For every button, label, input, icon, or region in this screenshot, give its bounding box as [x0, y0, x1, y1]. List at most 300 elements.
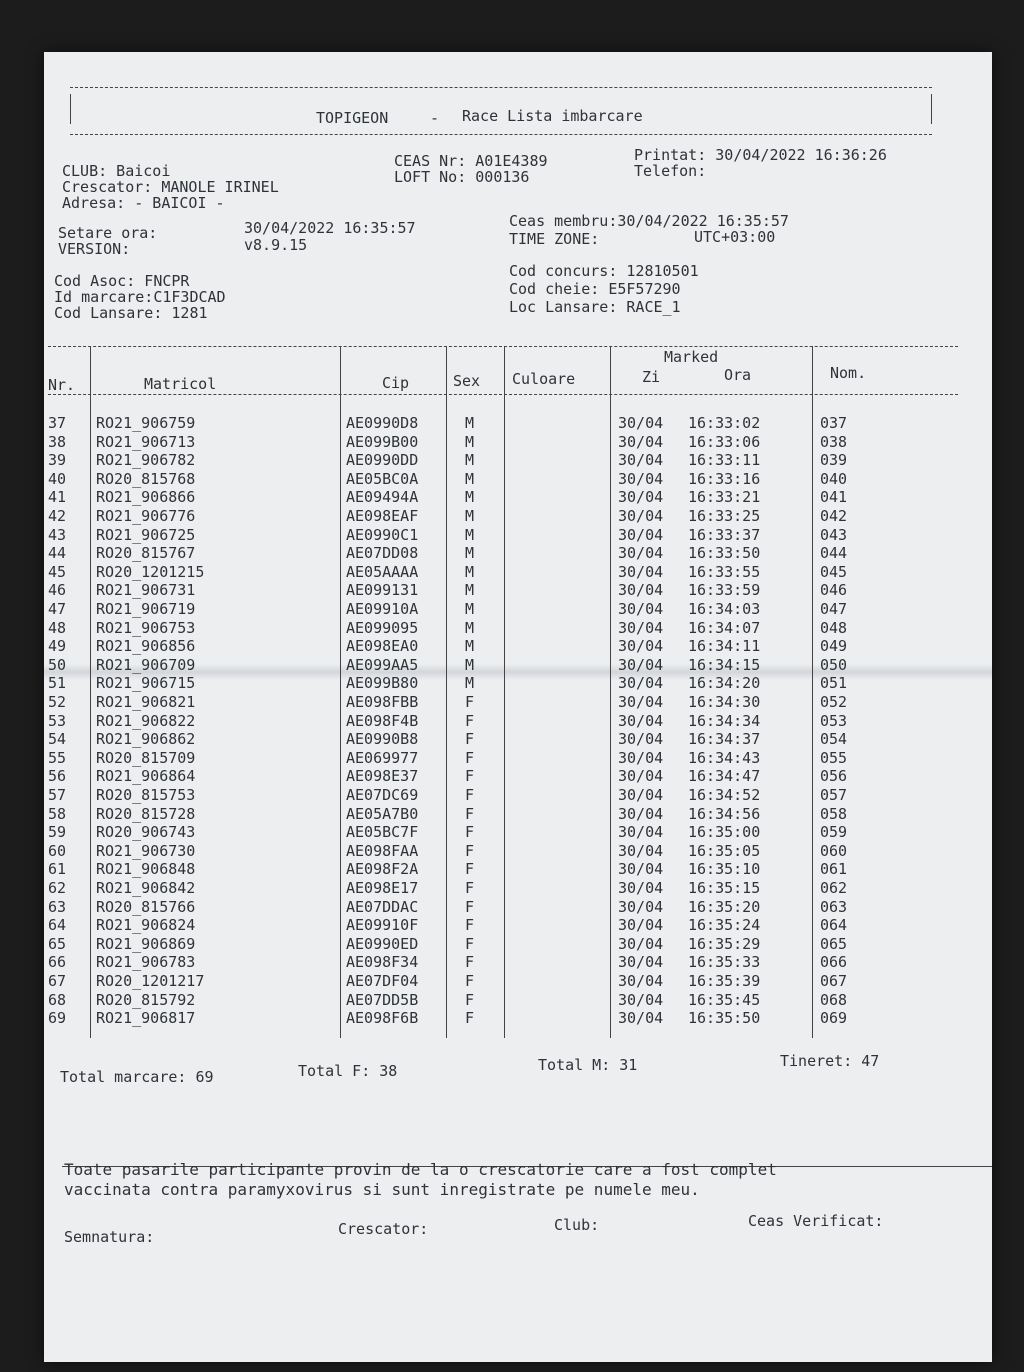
- row-nom: 059: [820, 823, 848, 842]
- row-zi: 30/04: [618, 507, 664, 525]
- row-matricol: RO20_906743: [96, 823, 196, 842]
- row-ora: 16:35:05: [688, 841, 761, 860]
- app-name: TOPIGEON: [316, 109, 389, 127]
- row-nr: 65: [48, 934, 67, 953]
- total-tineret: Tineret: 47: [780, 1052, 880, 1070]
- row-sex: F: [465, 693, 475, 711]
- row-ora: 16:35:45: [688, 990, 761, 1009]
- cod-lansare-text: Cod Lansare: 1281: [54, 304, 208, 322]
- row-cip: AE07DC69: [346, 786, 419, 804]
- col-header-sex: Sex: [453, 372, 481, 390]
- row-matricol: RO21_906725: [96, 525, 196, 544]
- row-nr: 55: [48, 748, 67, 767]
- row-ora: 16:34:43: [688, 748, 761, 767]
- row-nom: 047: [820, 600, 848, 618]
- table-row: [44, 544, 992, 562]
- row-sex: F: [465, 804, 475, 823]
- row-cip: AE098F34: [346, 953, 419, 972]
- row-cip: AE099095: [346, 618, 419, 637]
- row-matricol: RO21_906731: [96, 581, 196, 600]
- row-nom: 062: [820, 879, 848, 897]
- row-matricol: RO20_815792: [96, 990, 196, 1009]
- row-sex: F: [465, 711, 475, 730]
- row-ora: 16:34:56: [688, 804, 761, 823]
- row-matricol: RO21_906759: [96, 414, 196, 432]
- row-nom: 051: [820, 674, 848, 693]
- row-zi: 30/04: [618, 414, 664, 432]
- row-ora: 16:35:10: [688, 860, 761, 879]
- row-matricol: RO21_906864: [96, 767, 196, 786]
- row-nr: 69: [48, 1009, 67, 1028]
- row-zi: 30/04: [618, 916, 664, 935]
- row-ora: 16:34:30: [688, 693, 761, 711]
- table-row: [44, 823, 992, 841]
- row-nom: 063: [820, 897, 848, 916]
- row-ora: 16:35:50: [688, 1009, 761, 1028]
- table-header-rule: [48, 394, 958, 395]
- row-nr: 40: [48, 469, 67, 488]
- row-sex: F: [465, 841, 475, 860]
- time-zone-label: TIME ZONE:: [509, 230, 600, 248]
- row-cip: AE099B00: [346, 432, 419, 451]
- version-value: v8.9.15: [244, 236, 308, 254]
- row-nr: 38: [48, 432, 67, 451]
- row-zi: 30/04: [618, 451, 664, 470]
- row-nr: 41: [48, 488, 67, 507]
- statement-line-1: Toate pasarile participante provin de la o crescatorie care a fost complet: [64, 1160, 777, 1179]
- row-matricol: RO21_906817: [96, 1009, 196, 1028]
- table-row: [44, 674, 992, 692]
- row-ora: 16:34:52: [688, 786, 761, 804]
- ceas-membru-text: Ceas membru:30/04/2022 16:35:57: [509, 212, 789, 230]
- table-row: [44, 712, 992, 730]
- row-cip: AE098F2A: [346, 860, 419, 879]
- col-header-ora: Ora: [724, 366, 752, 384]
- ceas-verificat-label: Ceas Verificat:: [748, 1212, 884, 1230]
- row-matricol: RO21_906783: [96, 953, 196, 972]
- row-nom: 066: [820, 953, 848, 972]
- table-row: [44, 767, 992, 785]
- table-row: [44, 879, 992, 897]
- row-sex: M: [465, 562, 475, 581]
- row-zi: 30/04: [618, 488, 664, 507]
- row-nom: 049: [820, 637, 848, 656]
- row-nr: 54: [48, 730, 67, 749]
- row-nom: 048: [820, 618, 848, 637]
- table-row: [44, 433, 992, 451]
- row-nom: 037: [820, 414, 848, 432]
- row-nr: 52: [48, 693, 67, 711]
- row-matricol: RO20_1201215: [96, 562, 205, 581]
- row-zi: 30/04: [618, 823, 664, 842]
- table-row: [44, 414, 992, 432]
- ceas-nr-text: CEAS Nr: A01E4389: [394, 152, 548, 170]
- row-ora: 16:33:11: [688, 451, 761, 470]
- row-nr: 62: [48, 879, 67, 897]
- row-zi: 30/04: [618, 934, 664, 953]
- table-row: [44, 637, 992, 655]
- col-header-matricol: Matricol: [144, 375, 217, 393]
- adresa-text: Adresa: - BAICOI -: [62, 194, 225, 212]
- row-matricol: RO20_1201217: [96, 972, 205, 990]
- row-nom: 069: [820, 1009, 848, 1028]
- row-matricol: RO20_815766: [96, 897, 196, 916]
- row-nr: 66: [48, 953, 67, 972]
- row-zi: 30/04: [618, 469, 664, 488]
- row-matricol: RO20_815768: [96, 469, 196, 488]
- row-ora: 16:33:25: [688, 507, 761, 525]
- row-sex: M: [465, 432, 475, 451]
- row-zi: 30/04: [618, 748, 664, 767]
- row-zi: 30/04: [618, 432, 664, 451]
- row-matricol: RO21_906862: [96, 730, 196, 749]
- row-cip: AE098FAA: [346, 841, 419, 860]
- row-ora: 16:34:20: [688, 674, 761, 693]
- title-separator: -: [430, 109, 440, 127]
- col-header-cip: Cip: [382, 374, 410, 392]
- row-ora: 16:35:15: [688, 879, 761, 897]
- row-sex: F: [465, 860, 475, 879]
- row-zi: 30/04: [618, 879, 664, 897]
- row-ora: 16:35:20: [688, 897, 761, 916]
- row-cip: AE098F4B: [346, 711, 419, 730]
- row-nom: 045: [820, 562, 848, 581]
- table-top-rule: [48, 346, 958, 347]
- table-row: [44, 953, 992, 971]
- row-cip: AE05BC7F: [346, 823, 419, 842]
- row-zi: 30/04: [618, 711, 664, 730]
- row-nr: 67: [48, 972, 67, 990]
- row-nom: 053: [820, 711, 848, 730]
- time-zone-value: UTC+03:00: [694, 228, 776, 246]
- row-cip: AE09494A: [346, 488, 419, 507]
- row-matricol: RO20_815728: [96, 804, 196, 823]
- row-zi: 30/04: [618, 581, 664, 600]
- row-nom: 046: [820, 581, 848, 600]
- row-cip: AE07DDAC: [346, 897, 419, 916]
- row-nr: 53: [48, 711, 67, 730]
- table-row: [44, 600, 992, 618]
- total-marcare: Total marcare: 69: [60, 1068, 214, 1086]
- row-ora: 16:33:02: [688, 414, 761, 432]
- row-ora: 16:34:11: [688, 637, 761, 656]
- loft-no-text: LOFT No: 000136: [394, 168, 530, 186]
- row-cip: AE05BC0A: [346, 469, 419, 488]
- row-zi: 30/04: [618, 953, 664, 972]
- table-row: [44, 507, 992, 525]
- club-signature-label: Club:: [554, 1216, 600, 1234]
- row-ora: 16:34:03: [688, 600, 761, 618]
- row-cip: AE05A7B0: [346, 804, 419, 823]
- club-text: CLUB: Baicoi: [62, 162, 171, 180]
- row-nom: 056: [820, 767, 848, 786]
- table-row: [44, 488, 992, 506]
- row-nom: 044: [820, 544, 848, 563]
- cod-cheie-text: Cod cheie: E5F57290: [509, 280, 681, 298]
- row-sex: F: [465, 786, 475, 804]
- loc-lansare-text: Loc Lansare: RACE_1: [509, 298, 681, 316]
- row-sex: M: [465, 488, 475, 507]
- id-marcare-text: Id marcare:C1F3DCAD: [54, 288, 226, 306]
- col-header-nr: Nr.: [48, 376, 76, 394]
- row-matricol: RO21_906824: [96, 916, 196, 935]
- row-zi: 30/04: [618, 693, 664, 711]
- row-nr: 60: [48, 841, 67, 860]
- row-ora: 16:33:16: [688, 469, 761, 488]
- row-matricol: RO20_815767: [96, 544, 196, 563]
- row-zi: 30/04: [618, 618, 664, 637]
- row-cip: AE07DD08: [346, 544, 419, 563]
- row-nom: 065: [820, 934, 848, 953]
- row-cip: AE0990D8: [346, 414, 419, 432]
- row-nom: 041: [820, 488, 848, 507]
- row-nr: 44: [48, 544, 67, 563]
- row-cip: AE0990DD: [346, 451, 419, 470]
- row-nr: 42: [48, 507, 67, 525]
- row-ora: 16:34:07: [688, 618, 761, 637]
- row-cip: AE098F6B: [346, 1009, 419, 1028]
- row-nr: 39: [48, 451, 67, 470]
- row-ora: 16:35:29: [688, 934, 761, 953]
- row-cip: AE07DD5B: [346, 990, 419, 1009]
- row-sex: F: [465, 897, 475, 916]
- row-sex: F: [465, 879, 475, 897]
- row-cip: AE099AA5: [346, 655, 419, 674]
- table-row: [44, 470, 992, 488]
- table-row: [44, 972, 992, 990]
- row-sex: F: [465, 823, 475, 842]
- row-cip: AE07DF04: [346, 972, 419, 990]
- row-zi: 30/04: [618, 767, 664, 786]
- row-nr: 47: [48, 600, 67, 618]
- table-row: [44, 916, 992, 934]
- row-sex: F: [465, 1009, 475, 1028]
- document-title: Race Lista imbarcare: [462, 107, 643, 125]
- col-header-marked: Marked: [664, 348, 719, 366]
- row-cip: AE069977: [346, 748, 419, 767]
- crescator-signature-label: Crescator:: [338, 1220, 429, 1238]
- telefon-text: Telefon:: [634, 162, 707, 180]
- row-zi: 30/04: [618, 655, 664, 674]
- row-nom: 054: [820, 730, 848, 749]
- table-row: [44, 805, 992, 823]
- table-row: [44, 619, 992, 637]
- row-cip: AE098E17: [346, 879, 419, 897]
- row-nom: 050: [820, 655, 848, 674]
- row-matricol: RO21_906842: [96, 879, 196, 897]
- cod-concurs-text: Cod concurs: 12810501: [509, 262, 699, 280]
- row-sex: F: [465, 916, 475, 935]
- row-cip: AE098E37: [346, 767, 419, 786]
- table-row: [44, 898, 992, 916]
- printed-sheet: [44, 52, 992, 1362]
- cod-asoc-text: Cod Asoc: FNCPR: [54, 272, 190, 290]
- row-sex: M: [465, 469, 475, 488]
- row-sex: F: [465, 953, 475, 972]
- row-zi: 30/04: [618, 730, 664, 749]
- row-zi: 30/04: [618, 972, 664, 990]
- row-nr: 68: [48, 990, 67, 1009]
- row-ora: 16:34:34: [688, 711, 761, 730]
- row-ora: 16:35:24: [688, 916, 761, 935]
- row-cip: AE098EAF: [346, 507, 419, 525]
- row-nr: 61: [48, 860, 67, 879]
- row-matricol: RO21_906866: [96, 488, 196, 507]
- row-ora: 16:35:39: [688, 972, 761, 990]
- row-sex: M: [465, 600, 475, 618]
- row-sex: M: [465, 525, 475, 544]
- row-nr: 63: [48, 897, 67, 916]
- row-sex: F: [465, 972, 475, 990]
- row-nom: 039: [820, 451, 848, 470]
- table-row: [44, 730, 992, 748]
- row-ora: 16:33:59: [688, 581, 761, 600]
- table-row: [44, 563, 992, 581]
- table-row: [44, 451, 992, 469]
- row-zi: 30/04: [618, 897, 664, 916]
- row-cip: AE09910A: [346, 600, 419, 618]
- col-header-nom: Nom.: [830, 364, 867, 382]
- table-row: [44, 842, 992, 860]
- row-sex: M: [465, 581, 475, 600]
- row-matricol: RO21_906776: [96, 507, 196, 525]
- row-nom: 040: [820, 469, 848, 488]
- row-zi: 30/04: [618, 674, 664, 693]
- version-label: VERSION:: [58, 240, 131, 258]
- row-cip: AE099131: [346, 581, 419, 600]
- row-nr: 49: [48, 637, 67, 656]
- table-row: [44, 693, 992, 711]
- row-cip: AE05AAAA: [346, 562, 419, 581]
- row-matricol: RO21_906730: [96, 841, 196, 860]
- row-nr: 57: [48, 786, 67, 804]
- printat-text: Printat: 30/04/2022 16:36:26: [634, 146, 887, 164]
- row-ora: 16:33:37: [688, 525, 761, 544]
- row-matricol: RO21_906753: [96, 618, 196, 637]
- row-nr: 50: [48, 655, 67, 674]
- row-sex: M: [465, 544, 475, 563]
- setare-ora-value: 30/04/2022 16:35:57: [244, 219, 416, 237]
- row-ora: 16:34:47: [688, 767, 761, 786]
- table-row: [44, 526, 992, 544]
- row-nr: 58: [48, 804, 67, 823]
- row-nr: 51: [48, 674, 67, 693]
- row-nr: 56: [48, 767, 67, 786]
- row-sex: M: [465, 637, 475, 656]
- table-row: [44, 935, 992, 953]
- row-zi: 30/04: [618, 841, 664, 860]
- setare-ora-label: Setare ora:: [58, 224, 158, 242]
- row-sex: F: [465, 767, 475, 786]
- crescator-text: Crescator: MANOLE IRINEL: [62, 178, 279, 196]
- row-matricol: RO21_906869: [96, 934, 196, 953]
- row-nom: 057: [820, 786, 848, 804]
- row-nom: 068: [820, 990, 848, 1009]
- row-nr: 59: [48, 823, 67, 842]
- table-row: [44, 656, 992, 674]
- row-nom: 042: [820, 507, 848, 525]
- row-sex: M: [465, 414, 475, 432]
- row-ora: 16:33:50: [688, 544, 761, 563]
- row-cip: AE0990ED: [346, 934, 419, 953]
- row-sex: F: [465, 934, 475, 953]
- row-matricol: RO21_906713: [96, 432, 196, 451]
- row-cip: AE0990C1: [346, 525, 419, 544]
- table-row: [44, 749, 992, 767]
- row-zi: 30/04: [618, 525, 664, 544]
- row-zi: 30/04: [618, 804, 664, 823]
- row-matricol: RO20_815709: [96, 748, 196, 767]
- row-nom: 052: [820, 693, 848, 711]
- row-sex: F: [465, 748, 475, 767]
- row-nom: 058: [820, 804, 848, 823]
- row-zi: 30/04: [618, 990, 664, 1009]
- row-zi: 30/04: [618, 562, 664, 581]
- row-sex: M: [465, 618, 475, 637]
- row-zi: 30/04: [618, 1009, 664, 1028]
- row-sex: F: [465, 990, 475, 1009]
- row-sex: F: [465, 730, 475, 749]
- row-ora: 16:33:21: [688, 488, 761, 507]
- row-ora: 16:33:55: [688, 562, 761, 581]
- row-cip: AE098EA0: [346, 637, 419, 656]
- table-row: [44, 860, 992, 878]
- row-cip: AE09910F: [346, 916, 419, 935]
- row-nr: 46: [48, 581, 67, 600]
- row-nom: 060: [820, 841, 848, 860]
- total-f: Total F: 38: [298, 1062, 398, 1080]
- row-matricol: RO21_906719: [96, 600, 196, 618]
- row-matricol: RO21_906821: [96, 693, 196, 711]
- row-matricol: RO20_815753: [96, 786, 196, 804]
- row-matricol: RO21_906848: [96, 860, 196, 879]
- row-matricol: RO21_906856: [96, 637, 196, 656]
- row-zi: 30/04: [618, 544, 664, 563]
- semnatura-label: Semnatura:: [64, 1228, 155, 1246]
- row-ora: 16:34:15: [688, 655, 761, 674]
- row-nom: 067: [820, 972, 848, 990]
- row-matricol: RO21_906822: [96, 711, 196, 730]
- row-nom: 061: [820, 860, 848, 879]
- table-row: [44, 786, 992, 804]
- row-zi: 30/04: [618, 600, 664, 618]
- row-sex: M: [465, 674, 475, 693]
- row-ora: 16:34:37: [688, 730, 761, 749]
- col-header-culoare: Culoare: [512, 370, 576, 388]
- row-nr: 45: [48, 562, 67, 581]
- row-cip: AE099B80: [346, 674, 419, 693]
- row-nr: 43: [48, 525, 67, 544]
- row-nom: 064: [820, 916, 848, 935]
- statement-line-2: vaccinata contra paramyxovirus si sunt inregistrate pe numele meu.: [64, 1180, 700, 1199]
- row-zi: 30/04: [618, 637, 664, 656]
- row-nr: 37: [48, 414, 67, 432]
- table-row: [44, 991, 992, 1009]
- row-ora: 16:35:33: [688, 953, 761, 972]
- row-nom: 043: [820, 525, 848, 544]
- row-matricol: RO21_906782: [96, 451, 196, 470]
- total-m: Total M: 31: [538, 1056, 638, 1074]
- row-nr: 48: [48, 618, 67, 637]
- row-cip: AE098FBB: [346, 693, 419, 711]
- col-header-zi: Zi: [642, 368, 661, 386]
- row-nom: 055: [820, 748, 848, 767]
- table-row: [44, 581, 992, 599]
- row-zi: 30/04: [618, 860, 664, 879]
- row-ora: 16:35:00: [688, 823, 761, 842]
- row-matricol: RO21_906709: [96, 655, 196, 674]
- row-sex: M: [465, 655, 475, 674]
